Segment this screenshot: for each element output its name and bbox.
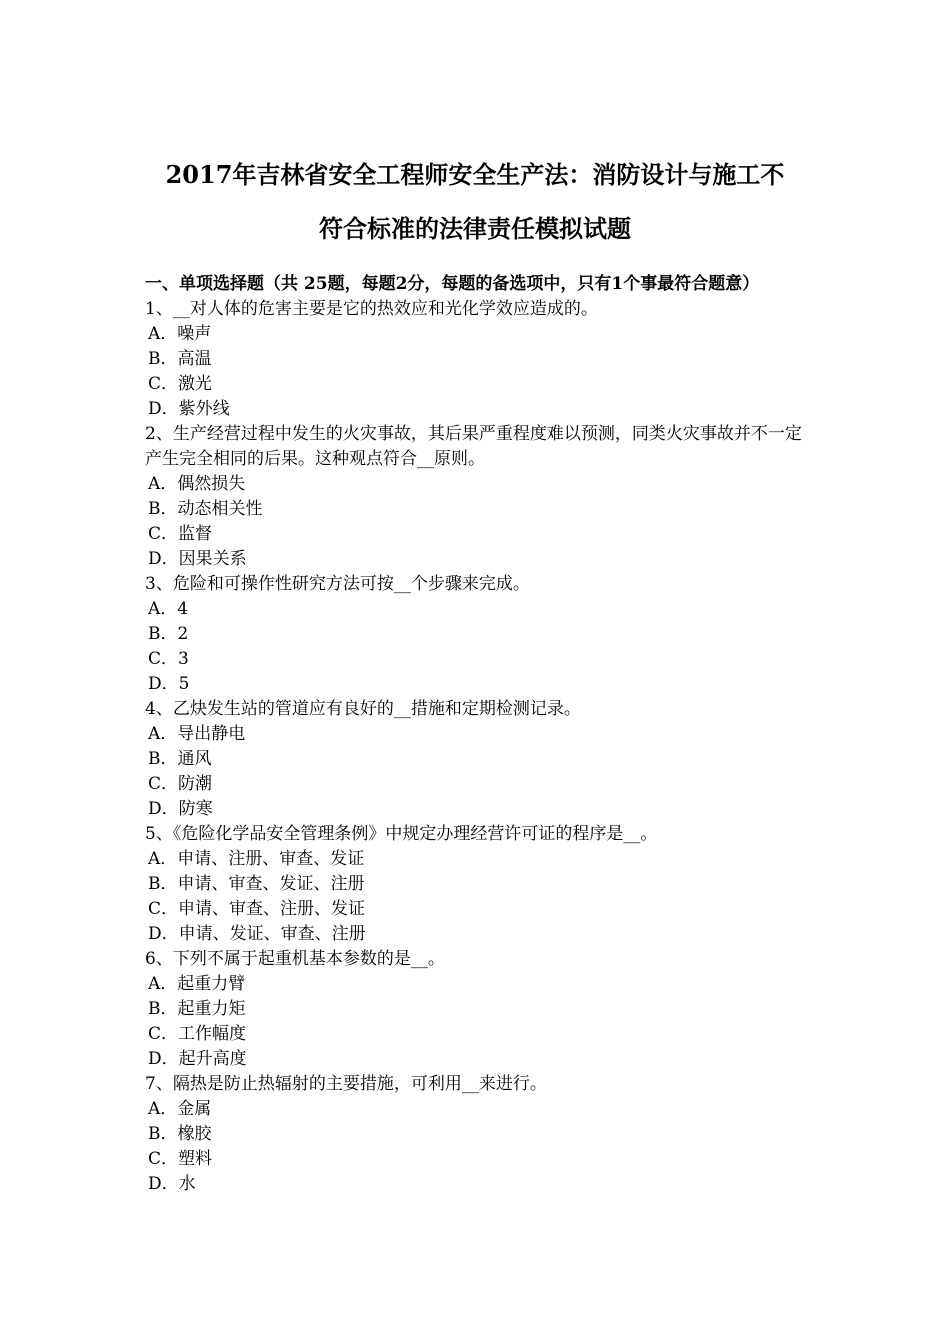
question-3: [145, 572, 810, 697]
answer-option: B．起重力矩: [148, 999, 246, 1019]
answer-option: D．水: [148, 1174, 196, 1194]
answer-option: B．动态相关性: [148, 499, 263, 519]
question-stem: 1、__对人体的危害主要是它的热效应和光化学效应造成的。: [145, 299, 598, 319]
document-body: [145, 272, 810, 1197]
question-stem: 5、《危险化学品安全管理条例》中规定办理经营许可证的程序是__。: [145, 824, 658, 844]
answer-option: A．4: [148, 599, 189, 619]
answer-option: C．申请、审查、注册、发证: [148, 899, 366, 919]
answer-option: C．激光: [148, 374, 213, 394]
answer-option: C．3: [148, 649, 189, 669]
answer-option: A．起重力臂: [148, 974, 246, 994]
title-line-1: 2017年吉林省安全工程师安全生产法：消防设计与施工不: [165, 160, 785, 189]
question-stem: 6、下列不属于起重机基本参数的是__。: [145, 949, 445, 969]
answer-option: A．噪声: [148, 324, 212, 344]
answer-option: B．申请、审查、发证、注册: [148, 874, 365, 894]
answer-option: B．高温: [148, 349, 212, 369]
answer-option: C．监督: [148, 524, 213, 544]
answer-option: C．防潮: [148, 774, 213, 794]
answer-option: A．申请、注册、审查、发证: [148, 849, 365, 869]
answer-option: A．导出静电: [148, 724, 246, 744]
answer-option: D．紫外线: [148, 399, 230, 419]
answer-option: A．偶然损失: [148, 474, 246, 494]
answer-option: A．金属: [148, 1099, 212, 1119]
answer-option: C．工作幅度: [148, 1024, 247, 1044]
answer-option: D．申请、发证、审查、注册: [148, 924, 366, 944]
answer-option: B．2: [148, 624, 189, 644]
question-4: [145, 697, 810, 822]
section-heading: 一、单项选择题（共 25题，每题2分，每题的备选项中，只有1个事最符合题意）: [145, 274, 760, 294]
question-stem: 4、乙炔发生站的管道应有良好的__措施和定期检测记录。: [145, 699, 581, 719]
question-stem: 7、隔热是防止热辐射的主要措施，可利用__来进行。: [145, 1074, 547, 1094]
question-2: [145, 422, 810, 572]
question-6: [145, 947, 810, 1072]
answer-option: C．塑料: [148, 1149, 213, 1169]
question-1: [145, 297, 810, 422]
question-5: [145, 822, 810, 947]
answer-option: D．起升高度: [148, 1049, 247, 1069]
answer-option: B．橡胶: [148, 1124, 212, 1144]
title-line-2: 符合标准的法律责任模拟试题: [319, 214, 631, 243]
answer-option: D．5: [148, 674, 190, 694]
answer-option: D．防寒: [148, 799, 213, 819]
question-7: [145, 1072, 810, 1197]
question-stem: 2、生产经营过程中发生的火灾事故，其后果严重程度难以预测，同类火灾事故并不一定产生完全相同的后果。这种观点符合__原则。: [145, 424, 802, 469]
question-stem: 3、危险和可操作性研究方法可按__个步骤来完成。: [145, 574, 530, 594]
question-list: [145, 297, 810, 1197]
answer-option: B．通风: [148, 749, 212, 769]
answer-option: D．因果关系: [148, 549, 247, 569]
document-title: [130, 148, 820, 256]
